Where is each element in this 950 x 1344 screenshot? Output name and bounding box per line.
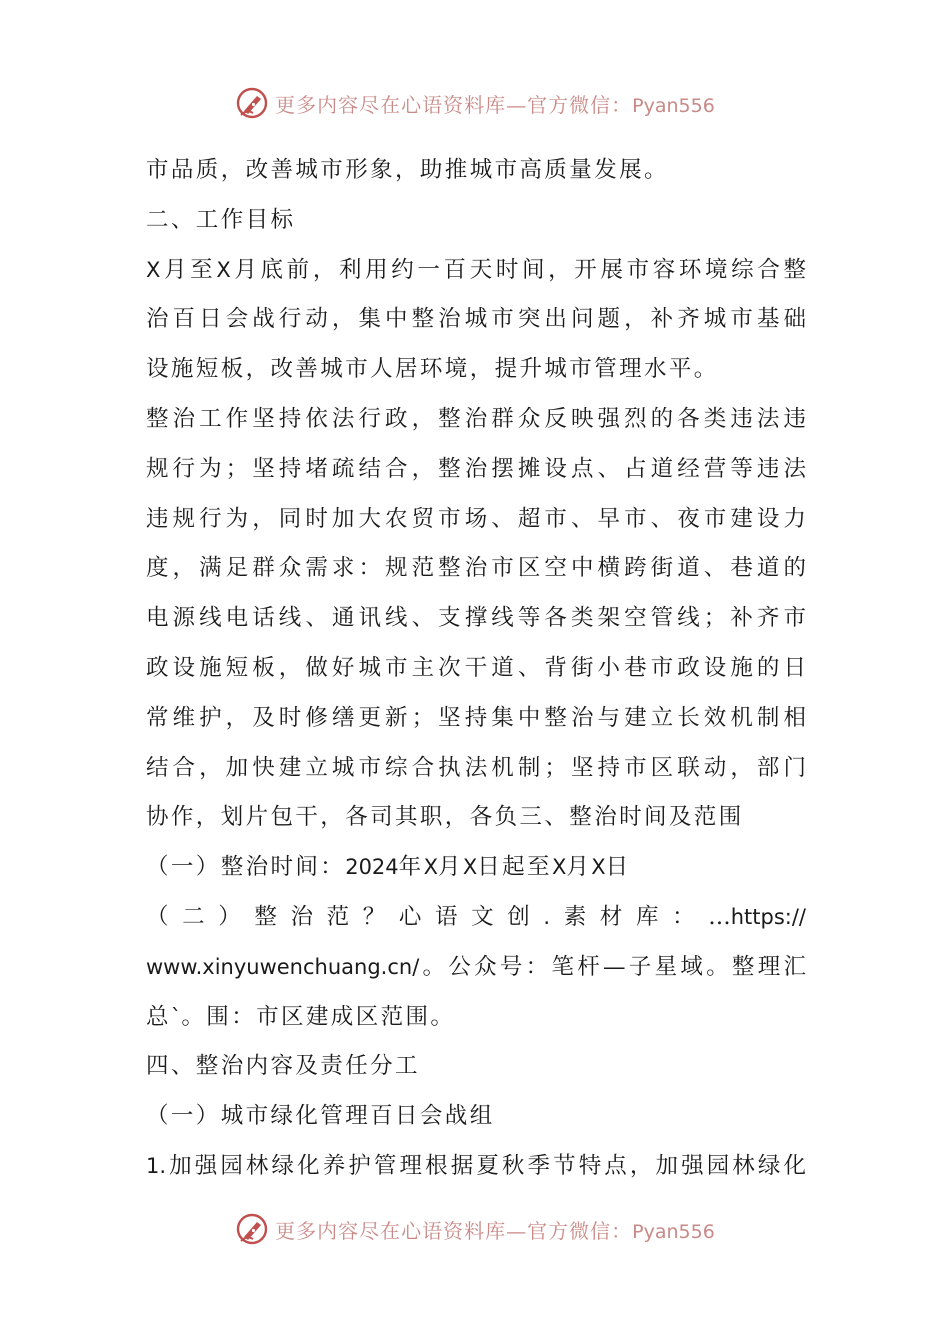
watermark-text: 更多内容尽在心语资料库—官方微信：Pyan556: [275, 1218, 715, 1243]
footer-watermark: [0, 1209, 950, 1249]
section-heading: 四、整治内容及责任分工: [146, 1053, 420, 1080]
text-line: www.xinyuwenchuang.cn/。公众号：笔杆—子星域。整理汇: [146, 953, 806, 980]
text-line: 治百日会战行动，集中整治城市突出问题，补齐城市基础: [146, 306, 806, 333]
text-line: 整治工作坚持依法行政，整治群众反映强烈的各类违法违: [146, 405, 806, 432]
pen-nib-seal-icon: [235, 1212, 269, 1246]
text-line: X月至X月底前，利用约一百天时间，开展市容环境综合整: [146, 256, 806, 283]
text-line: 协作，划片包干，各司其职，各负三、整治时间及范围: [146, 804, 744, 831]
text-line: 政设施短板，做好城市主次干道、背街小巷市政设施的日: [146, 654, 806, 681]
text-line: 市品质，改善城市形象，助推城市高质量发展。: [146, 157, 669, 183]
text-line: 总`。围：市区建成区范围。: [146, 1003, 456, 1030]
document-body: [146, 146, 806, 1192]
text-line: （一）整治时间：2024年X月X日起至X月X日: [146, 854, 631, 881]
section-heading: 二、工作目标: [146, 206, 296, 233]
text-line: 规行为；坚持堵疏结合，整治摆摊设点、占道经营等违法: [146, 455, 806, 482]
text-line: 常维护，及时修缮更新；坚持集中整治与建立长效机制相: [146, 704, 806, 731]
text-line: 结合，加快建立城市综合执法机制；坚持市区联动，部门: [146, 754, 806, 781]
text-line: 设施短板，改善城市人居环境，提升城市管理水平。: [146, 356, 719, 383]
text-line: 1.加强园林绿化养护管理根据夏秋季节特点，加强园林绿化: [146, 1152, 806, 1179]
header-watermark: [0, 83, 950, 123]
pen-nib-seal-icon: [235, 86, 269, 120]
text-line: 电源线电话线、通讯线、支撑线等各类架空管线；补齐市: [146, 605, 806, 632]
subsection-heading: （一）城市绿化管理百日会战组: [146, 1103, 495, 1130]
text-line: 违规行为，同时加大农贸市场、超市、早市、夜市建设力: [146, 505, 806, 532]
watermark-text: 更多内容尽在心语资料库—官方微信：Pyan556: [275, 92, 715, 117]
text-line: （二）整治范？心语文创.素材库：…https://: [146, 903, 806, 930]
text-line: 度，满足群众需求：规范整治市区空中横跨街道、巷道的: [146, 555, 806, 582]
